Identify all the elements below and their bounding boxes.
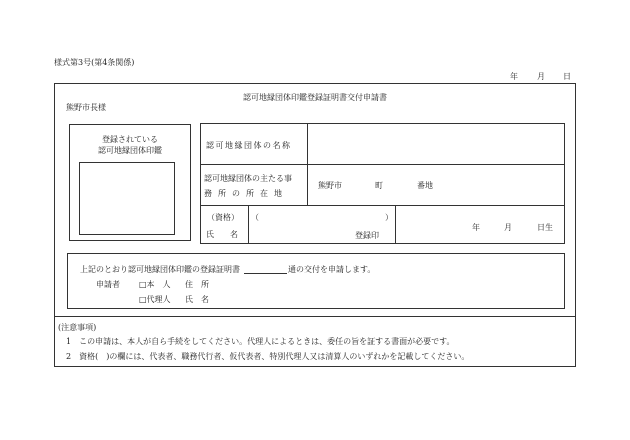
date-month: 月 (537, 72, 545, 81)
qualification-divider (248, 205, 249, 244)
self-checkbox-option[interactable]: □本 人 (139, 280, 171, 289)
applicant-address-label: 住 所 (185, 280, 209, 289)
qualification-label: （資格） (207, 213, 239, 222)
request-sentence-after: 通の交付を申請します。 (288, 265, 376, 274)
address-city: 熊野市 (318, 181, 342, 190)
org-address-label-1: 認可地縁団体の主たる事 (204, 174, 292, 183)
birth-month: 月 (504, 223, 512, 232)
copies-field[interactable] (244, 263, 287, 274)
org-table-label-divider (307, 123, 308, 205)
org-name-field[interactable] (312, 140, 560, 152)
note-item-1: 1 この申請は、本人が自ら手続をしてください。代理人によるときは、委任の旨を証する書面が必要です。 (66, 337, 455, 346)
applicant-name-label: 氏 名 (185, 295, 209, 304)
form-title: 認可地縁団体印鑑登録証明書交付申請書 (243, 93, 387, 102)
qualification-paren-open: （ (251, 213, 259, 222)
seal-box-label-2: 認可地縁団体印鑑 (98, 146, 162, 155)
org-table-row-divider-2 (200, 205, 565, 206)
date-day: 日 (563, 72, 571, 81)
org-name-label: 認可地縁団体の名称 (206, 141, 292, 150)
address-town: 町 (375, 181, 383, 190)
notes-left-rule (54, 317, 55, 366)
registered-seal-label: 登録印 (355, 231, 379, 240)
date-year: 年 (510, 72, 518, 81)
seal-impression-area[interactable] (79, 162, 175, 235)
form-number: 様式第3号(第4条関係) (54, 58, 135, 67)
note-item-2: 2 資格( )の欄には、代表者、職務代行者、仮代表者、特別代理人又は清算人のいずれかを記載してください。 (66, 352, 470, 361)
seal-box-label-1: 登録されている (102, 135, 158, 144)
person-name-label: 氏 名 (206, 230, 238, 239)
address-banchi: 番地 (417, 181, 433, 190)
qualification-paren-close: ） (385, 213, 393, 222)
notes-bottom-rule (54, 366, 576, 367)
applicant-label: 申請者 (96, 280, 120, 289)
request-sentence-before: 上記のとおり認可地縁団体印鑑の登録証明書 (80, 265, 240, 274)
notes-right-rule (575, 317, 576, 366)
birth-year: 年 (472, 223, 480, 232)
addressee: 熊野市長様 (66, 103, 106, 112)
birthdate-divider (395, 205, 396, 244)
agent-checkbox-option[interactable]: □代理人 (139, 295, 171, 304)
notes-heading: (注意事項) (58, 323, 97, 332)
org-table-row-divider-1 (200, 164, 565, 165)
birth-day: 日生 (537, 223, 553, 232)
org-address-label-2: 務所の所在地 (204, 189, 288, 198)
